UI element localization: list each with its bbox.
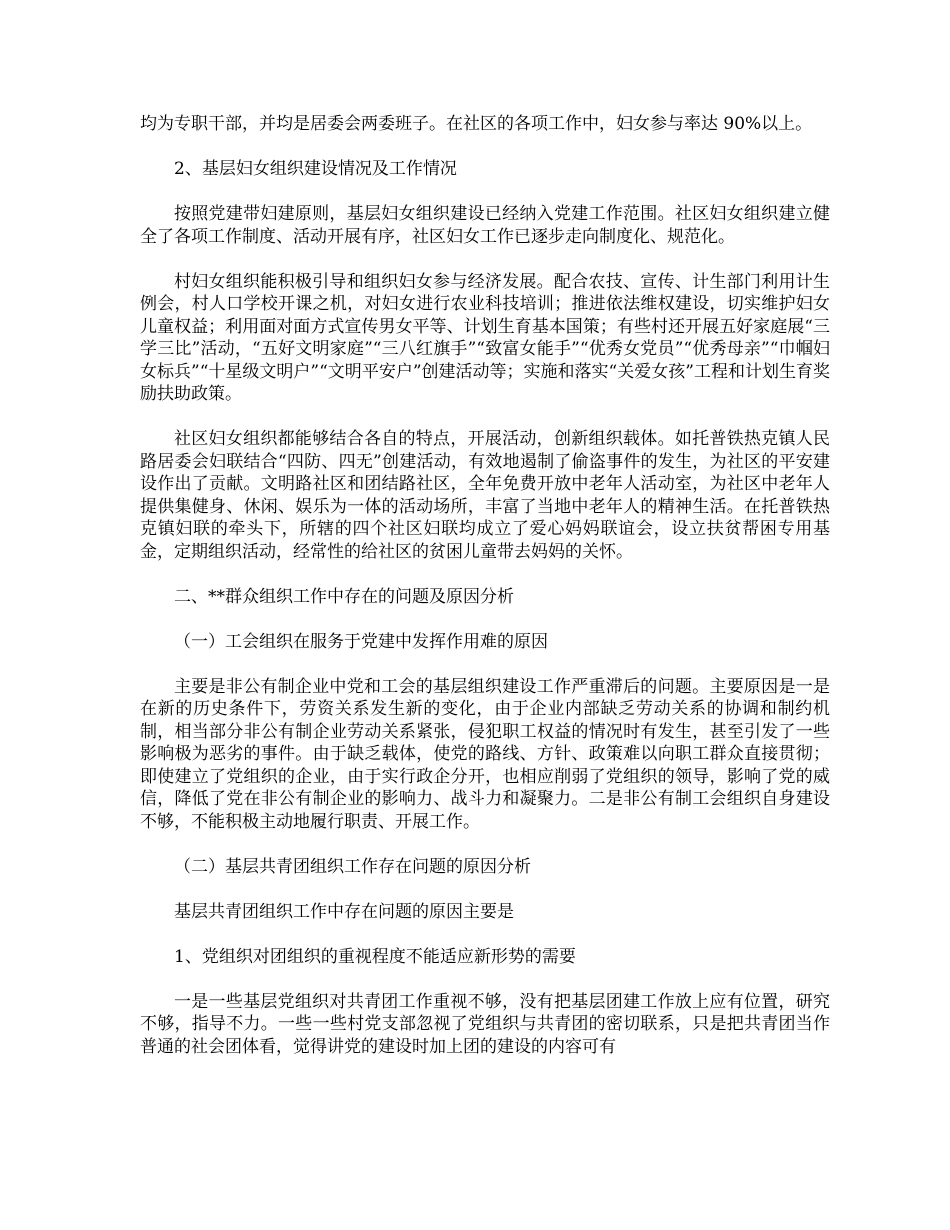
section-heading-2: 2、基层妇女组织建设情况及工作情况 xyxy=(174,159,457,179)
heading-party-attention: 1、党组织对团组织的重视程度不能适应新形势的需要 xyxy=(174,946,576,967)
paragraph-4: 村妇女组织能积极引导和组织妇女参与经济发展。配合农技、宣传、计生部门利用计生例会，村人口学校开课之机，对妇女进行农业科技培训；推进依法维权建设，切实维护妇女儿童权益；利用面对面方式宣传男女平等、计划生育基本国策；有些村还开展五好家庭展“三学三比”活动，“五好文明家庭”“三八红旗手”“致富女能手”“优秀女党员”“优秀母亲”“巾帼妇女标兵”“十星级文明户”“文明平安户”创建活动等；实施和落实“关爱女孩”工程和计划生育奖励扶助政策。 xyxy=(140,271,830,404)
paragraph-party-attention: 一是一些基层党组织对共青团工作重视不够，没有把基层团建工作放上应有位置，研究不够，指导不力。一些一些村党支部忽视了党组织与共青团的密切联系，只是把共青团当作普通的社会团体看，觉得讲党的建设时加上团的建设的内容可有 xyxy=(140,991,830,1057)
paragraph-youth-league-intro: 基层共青团组织工作中存在问题的原因主要是 xyxy=(174,901,514,922)
paragraph-union: 主要是非公有制企业中党和工会的基层组织建设工作严重滞后的问题。主要原因是一是在新的历史条件下，劳资关系发生新的变化，由于企业内部缺乏劳动关系的协调和制约机制，相当部分非公有制企业劳动关系紧张，侵犯职工权益的情况时有发生，甚至引发了一些影响极为恶劣的事件。由于缺乏载体，使党的路线、方针、政策难以向职工群众直接贯彻；即使建立了党组织的企业，由于实行政企分开，也相应削弱了党组织的领导，影响了党的威信，降低了党在非公有制企业的影响力、战斗力和凝聚力。二是非公有制工会组织自身建设不够，不能积极主动地履行职责、开展工作。 xyxy=(140,676,830,832)
section-heading-problems: 二、**群众组织工作中存在的问题及原因分析 xyxy=(174,586,514,607)
paragraph-5: 社区妇女组织都能够结合各自的特点，开展活动，创新组织载体。如托普铁热克镇人民路居委会妇联结合“四防、四无”创建活动，有效地遏制了偷盗事件的发生，为社区的平安建设作出了贡献。文明路社区和团结路社区，全年免费开放中老年人活动室，为社区中老年人提供集健身、休闲、娱乐为一体的活动场所，丰富了当地中老年人的精神生活。在托普铁热克镇妇联的牵头下，所辖的四个社区妇联均成立了爱心妈妈联谊会，设立扶贫帮困专用基金，定期组织活动，经常性的给社区的贫困儿童带去妈妈的关怀。 xyxy=(140,429,830,562)
paragraph-3: 按照党建带妇建原则，基层妇女组织建设已经纳入党建工作范围。社区妇女组织建立健全了各项工作制度、活动开展有序，社区妇女工作已逐步走向制度化、规范化。 xyxy=(140,204,830,247)
paragraph-1: 均为专职干部，并均是居委会两委班子。在社区的各项工作中，妇女参与率达 90%以上。 xyxy=(140,114,813,134)
document-page xyxy=(140,113,830,1081)
subsection-heading-youth-league: （二）基层共青团组织工作存在问题的原因分析 xyxy=(174,856,531,877)
subsection-heading-union: （一）工会组织在服务于党建中发挥作用难的原因 xyxy=(174,631,548,652)
